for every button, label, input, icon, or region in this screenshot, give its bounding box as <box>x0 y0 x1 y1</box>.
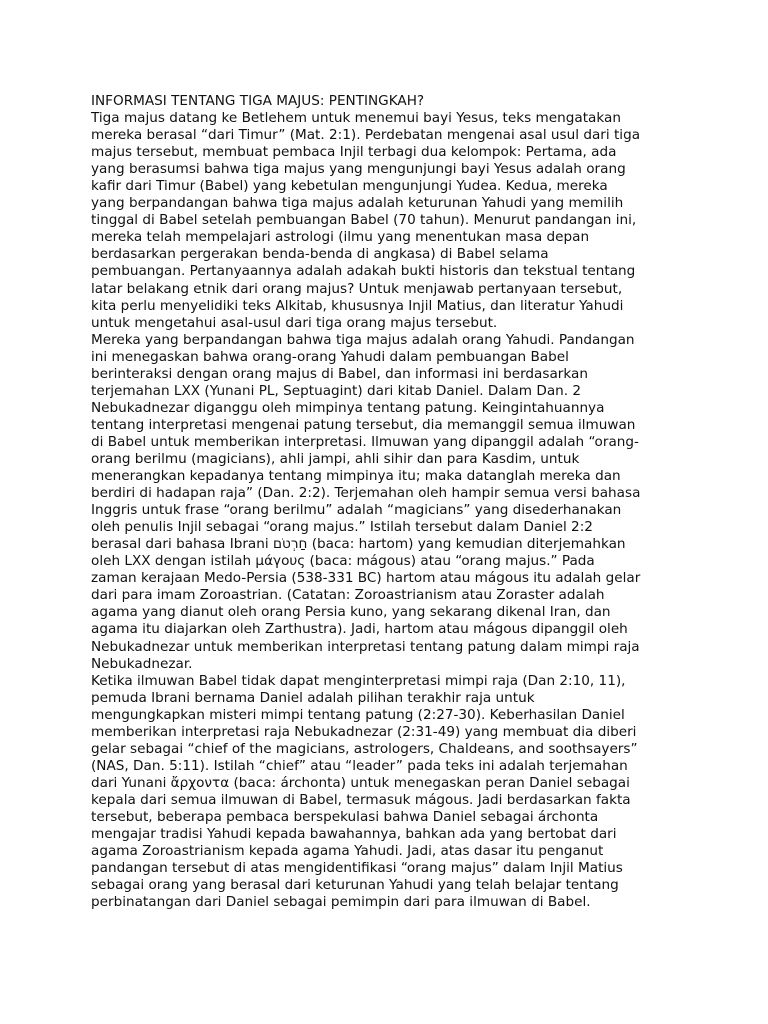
paragraph <box>91 110 691 332</box>
paragraph-line: gelar sebagai “chief of the magicians, astrologers, Chaldeans, and soothsayers” <box>91 740 638 757</box>
paragraph-line: agama Zoroastrianism kepada agama Yahudi. Jadi, atas dasar itu penganut <box>91 843 604 860</box>
paragraph-line: menerangkan kepadanya tentang mimpinya itu; maka datanglah mereka dan <box>91 468 621 485</box>
paragraph-line: mengajar tradisi Yahudi kepada bawahannya, bahkan ada yang bertobat dari <box>91 826 617 843</box>
paragraph <box>91 332 691 673</box>
paragraph-line: untuk mengetahui asal-usul dari tiga orang majus tersebut. <box>91 314 498 331</box>
paragraph-line: oleh penulis Injil sebagai “orang majus.” Istilah tersebut dalam Daniel 2:2 <box>91 519 593 536</box>
paragraph-line: perbinatangan dari Daniel sebagai pemimpin dari para ilmuwan di Babel. <box>91 894 591 911</box>
paragraph-line: Nebukadnezar diganggu oleh mimpinya tentang patung. Keingintahuannya <box>91 399 605 416</box>
document-title: INFORMASI TENTANG TIGA MAJUS: PENTINGKAH? <box>91 93 425 109</box>
paragraph-line: berdasarkan pergerakan benda-benda di angkasa) di Babel selama <box>91 246 549 263</box>
paragraph-line: dari Yunani ἄρχοντα (baca: árchonta) untuk menegaskan peran Daniel sebagai <box>91 774 630 791</box>
paragraph-line: berinteraksi dengan orang majus di Babel, dan informasi ini berdasarkan <box>91 365 588 382</box>
paragraph-line: tersebut, beberapa pembaca berspekulasi bahwa Daniel sebagai árchonta <box>91 808 599 825</box>
paragraph-line: kafir dari Timur (Babel) yang kebetulan mengunjungi Yudea. Kedua, mereka <box>91 178 608 195</box>
paragraph-line: kepala dari semua ilmuwan di Babel, termasuk mágous. Jadi berdasarkan fakta <box>91 791 631 808</box>
paragraph-line: yang berasumsi bahwa tiga majus yang mengunjungi bayi Yesus adalah orang <box>91 161 626 178</box>
paragraph-line: terjemahan LXX (Yunani PL, Septuagint) dari kitab Daniel. Dalam Dan. 2 <box>91 382 582 399</box>
paragraph-line: dari para imam Zoroastrian. (Catatan: Zoroastrianism atau Zoraster adalah <box>91 587 605 604</box>
paragraph-line: (NAS, Dan. 5:11). Istilah “chief” atau “leader” pada teks ini adalah terjemahan <box>91 757 628 774</box>
paragraph-line: Nebukadnezar untuk memberikan interpretasi tentang patung dalam mimpi raja <box>91 638 640 655</box>
paragraph-line: sebagai orang yang berasal dari keturunan Yahudi yang telah belajar tentang <box>91 877 619 894</box>
paragraph <box>91 673 691 912</box>
paragraph-line: zaman kerajaan Medo-Persia (538-331 BC) hartom atau mágous itu adalah gelar <box>91 570 641 587</box>
paragraph-line: pandangan tersebut di atas mengidentifikasi “orang majus” dalam Injil Matius <box>91 860 623 877</box>
paragraph-line: tentang interpretasi mengenai patung tersebut, dia memanggil semua ilmuwan <box>91 416 636 433</box>
paragraph-line: mereka berasal “dari Timur” (Mat. 2:1). Perdebatan mengenai asal usul dari tiga <box>91 127 641 144</box>
paragraph-line: Ketika ilmuwan Babel tidak dapat menginterpretasi mimpi raja (Dan 2:10, 11), <box>91 672 626 689</box>
paragraph-line: latar belakang etnik dari orang majus? Untuk menjawab pertanyaan tersebut, <box>91 280 623 297</box>
paragraph-line: Tiga majus datang ke Betlehem untuk menemui bayi Yesus, teks mengatakan <box>91 110 621 127</box>
paragraph-line: oleh LXX dengan istilah μάγους (baca: mágous) atau “orang majus.” Pada <box>91 553 595 570</box>
paragraph-line: Inggris untuk frase “orang berilmu” adalah “magicians” yang disederhanakan <box>91 502 622 519</box>
paragraph-line: kita perlu menyelidiki teks Alkitab, khususnya Injil Matius, dan literatur Yahudi <box>91 297 624 314</box>
paragraph-line: berasal dari bahasa Ibrani חַרְטֹם (baca: hartom) yang kemudian diterjemahkan <box>91 536 626 553</box>
paragraph-line: majus tersebut, membuat pembaca Injil terbagi dua kelompok: Pertama, ada <box>91 144 617 161</box>
paragraph-line: pemuda Ibrani bernama Daniel adalah pilihan terakhir raja untuk <box>91 689 535 706</box>
paragraph-line: mengungkapkan misteri mimpi tentang patung (2:27-30). Keberhasilan Daniel <box>91 706 625 723</box>
paragraph-line: yang berpandangan bahwa tiga majus adalah keturunan Yahudi yang memilih <box>91 195 624 212</box>
paragraph-line: di Babel untuk memberikan interpretasi. Ilmuwan yang dipanggil adalah “orang- <box>91 433 639 450</box>
paragraph-line: orang berilmu (magicians), ahli jampi, ahli sihir dan para Kasdim, untuk <box>91 450 580 467</box>
paragraph-line: pembuangan. Pertanyaannya adalah adakah bukti historis dan tekstual tentang <box>91 263 636 280</box>
paragraph-line: tinggal di Babel setelah pembuangan Babel (70 tahun). Menurut pandangan ini, <box>91 212 637 229</box>
document-body <box>91 93 691 911</box>
paragraph-line: agama itu diajarkan oleh Zarthustra). Jadi, hartom atau mágous dipanggil oleh <box>91 621 628 638</box>
paragraph-line: Nebukadnezar. <box>91 655 193 672</box>
paragraph-line: berdiri di hadapan raja” (Dan. 2:2). Terjemahan oleh hampir semua versi bahasa <box>91 485 641 502</box>
paragraph-line: ini menegaskan bahwa orang-orang Yahudi dalam pembuangan Babel <box>91 348 569 365</box>
paragraph-line: mereka telah mempelajari astrologi (ilmu yang menentukan masa depan <box>91 229 590 246</box>
paragraph-line: memberikan interpretasi raja Nebukadnezar (2:31-49) yang membuat dia diberi <box>91 723 637 740</box>
paragraph-line: agama yang dianut oleh orang Persia kuno, yang sekarang dikenal Iran, dan <box>91 604 611 621</box>
paragraph-line: Mereka yang berpandangan bahwa tiga majus adalah orang Yahudi. Pandangan <box>91 331 635 348</box>
